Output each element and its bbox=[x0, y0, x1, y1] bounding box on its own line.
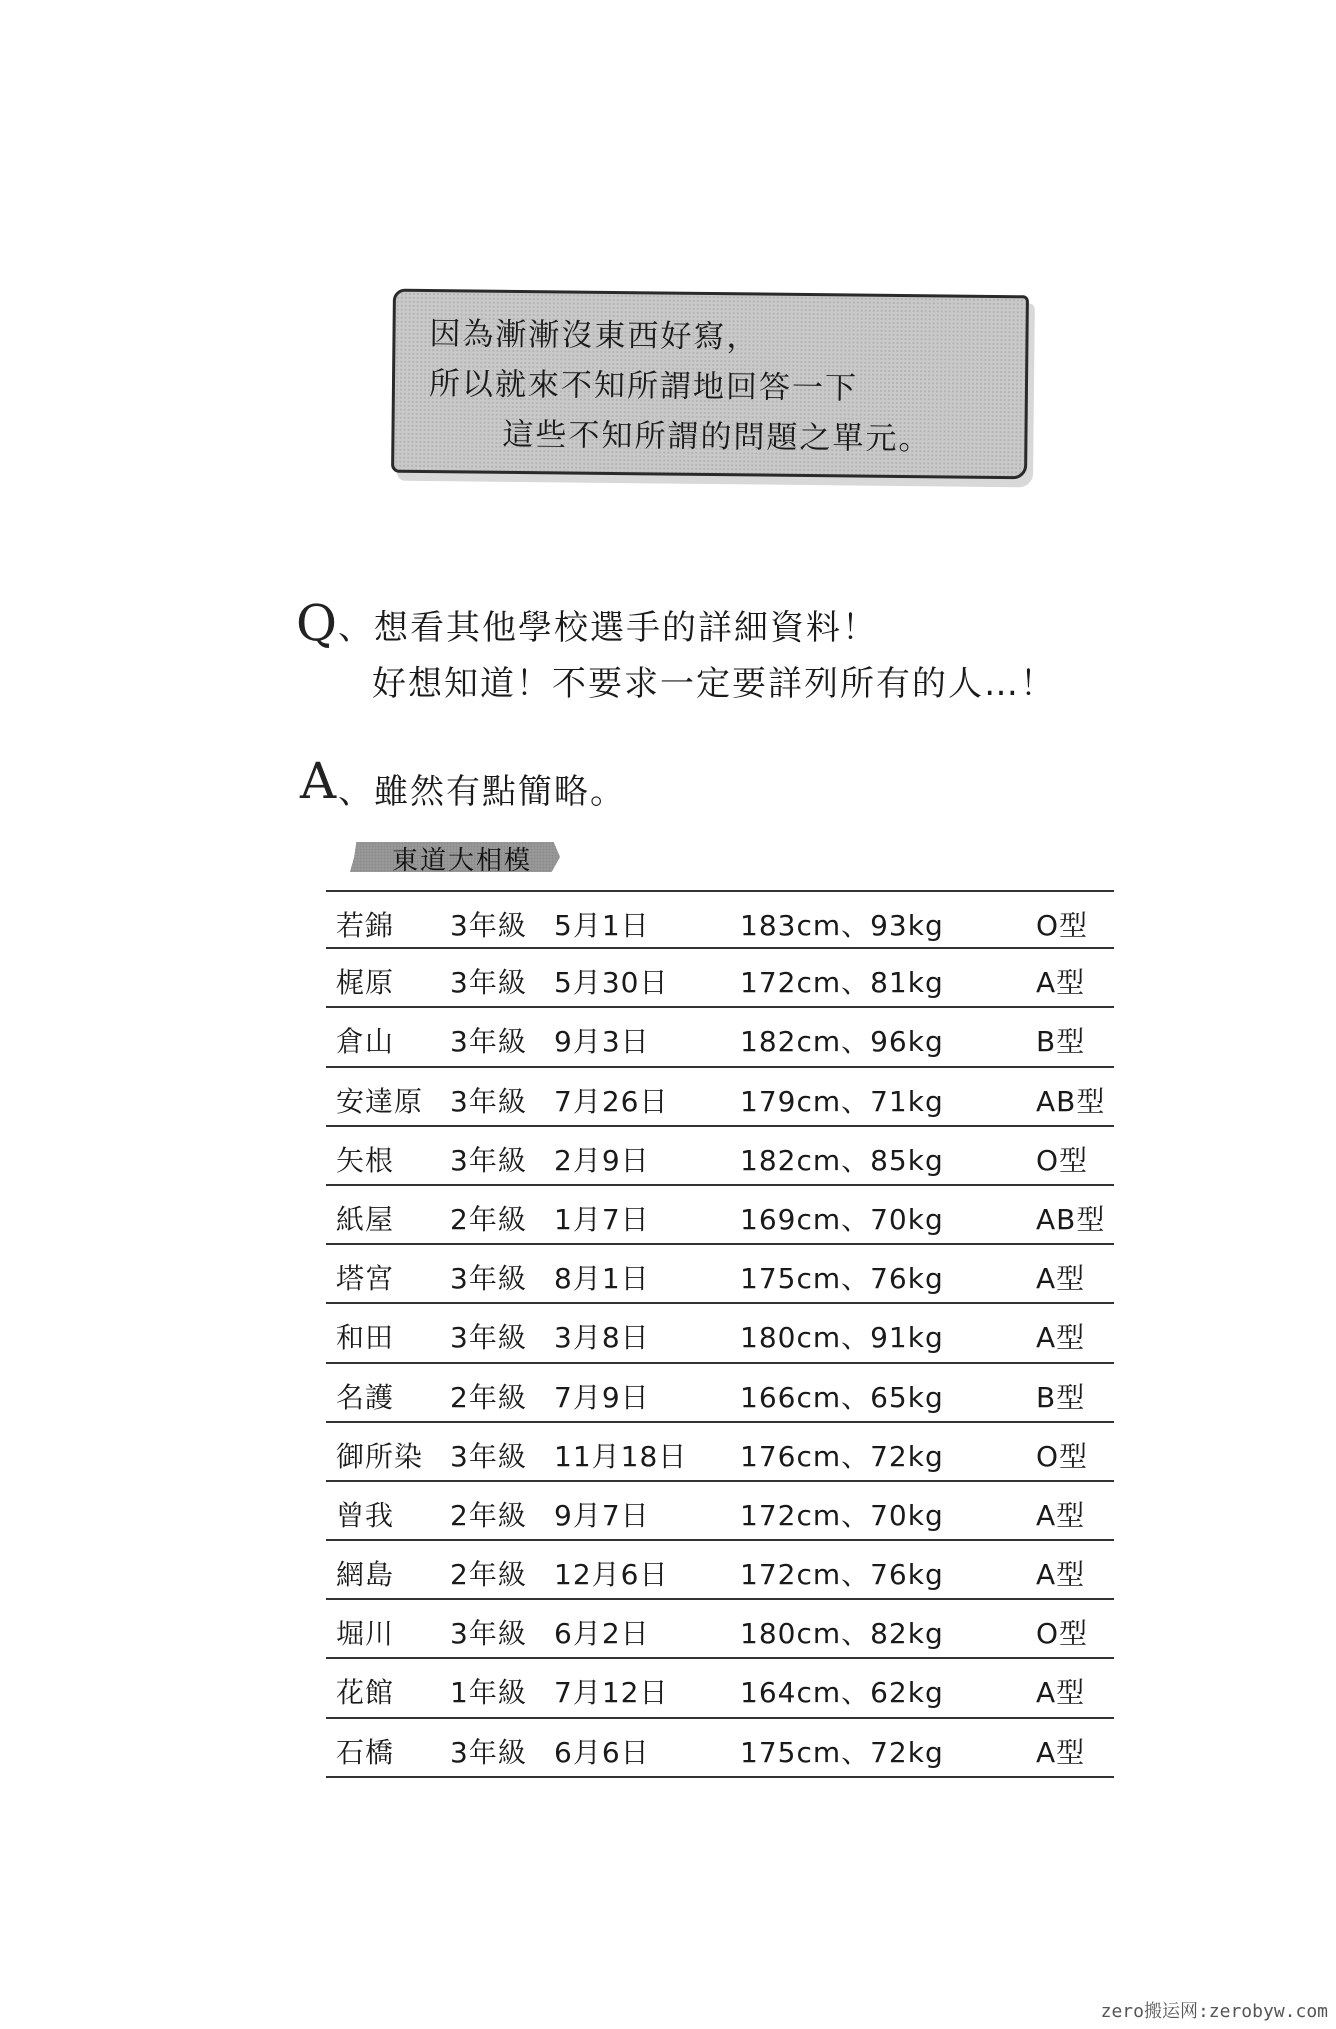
player-height-weight: 166cm、65kg bbox=[740, 1380, 944, 1414]
player-name: 安達原 bbox=[336, 1084, 424, 1118]
player-birthday: 3月8日 bbox=[554, 1321, 650, 1355]
player-height-weight: 182cm、85kg bbox=[740, 1143, 944, 1177]
player-grade: 3年級 bbox=[450, 966, 527, 1000]
roster-row bbox=[326, 1127, 1114, 1186]
player-birthday: 7月9日 bbox=[554, 1380, 650, 1414]
player-blood-type: O型 bbox=[1036, 1439, 1089, 1473]
player-birthday: 5月30日 bbox=[554, 966, 669, 1000]
player-height-weight: 183cm、93kg bbox=[740, 909, 944, 942]
player-name: 堀川 bbox=[336, 1617, 395, 1651]
player-grade: 3年級 bbox=[450, 1025, 527, 1059]
player-name: 梶原 bbox=[336, 966, 395, 1000]
player-name: 倉山 bbox=[336, 1025, 395, 1059]
player-name: 名護 bbox=[336, 1380, 395, 1414]
player-blood-type: AB型 bbox=[1036, 1202, 1106, 1236]
player-grade: 1年級 bbox=[450, 1676, 527, 1710]
roster-row bbox=[326, 1245, 1114, 1304]
player-height-weight: 172cm、81kg bbox=[740, 966, 944, 1000]
player-birthday: 8月1日 bbox=[554, 1262, 650, 1296]
player-birthday: 5月1日 bbox=[554, 909, 650, 942]
roster-row bbox=[326, 949, 1114, 1008]
player-blood-type: A型 bbox=[1036, 1735, 1086, 1769]
player-roster bbox=[326, 890, 1114, 1778]
player-blood-type: B型 bbox=[1036, 1025, 1086, 1059]
site-watermark: zero搬运网:zerobyw.com bbox=[1100, 2001, 1328, 2022]
roster-row bbox=[326, 1482, 1114, 1541]
player-blood-type: A型 bbox=[1036, 1676, 1086, 1710]
player-blood-type: A型 bbox=[1036, 966, 1086, 1000]
player-name: 塔宮 bbox=[336, 1262, 395, 1296]
intro-note-box bbox=[391, 289, 1029, 480]
player-grade: 3年級 bbox=[450, 1262, 527, 1296]
intro-note-line-3: 這些不知所謂的問題之單元。 bbox=[502, 416, 932, 458]
roster-row bbox=[326, 1423, 1114, 1482]
player-birthday: 11月18日 bbox=[554, 1439, 688, 1473]
player-blood-type: AB型 bbox=[1036, 1084, 1106, 1118]
player-height-weight: 172cm、76kg bbox=[740, 1558, 944, 1592]
player-height-weight: 175cm、72kg bbox=[740, 1735, 944, 1769]
roster-row bbox=[326, 1068, 1114, 1127]
player-height-weight: 179cm、71kg bbox=[740, 1084, 944, 1118]
question-line-1: 、想看其他學校選手的詳細資料！ bbox=[338, 608, 878, 648]
roster-row bbox=[326, 1659, 1114, 1718]
roster-row bbox=[326, 1719, 1114, 1778]
player-grade: 3年級 bbox=[450, 909, 527, 942]
roster-row bbox=[326, 1600, 1114, 1659]
answer-line: 、雖然有點簡略。 bbox=[338, 772, 626, 812]
player-name: 花館 bbox=[336, 1676, 395, 1710]
player-blood-type: A型 bbox=[1036, 1262, 1086, 1296]
player-birthday: 2月9日 bbox=[554, 1143, 650, 1177]
school-name-label: 東道大相模 bbox=[392, 846, 533, 876]
player-height-weight: 176cm、72kg bbox=[740, 1439, 944, 1473]
player-blood-type: B型 bbox=[1036, 1380, 1086, 1414]
player-grade: 3年級 bbox=[450, 1439, 527, 1473]
player-name: 紙屋 bbox=[336, 1202, 395, 1236]
player-grade: 2年級 bbox=[450, 1380, 527, 1414]
player-grade: 3年級 bbox=[450, 1143, 527, 1177]
player-name: 若錦 bbox=[336, 909, 395, 942]
intro-note-line-1: 因為漸漸沒東西好寫， bbox=[429, 316, 760, 356]
player-grade: 3年級 bbox=[450, 1321, 527, 1355]
roster-row bbox=[326, 1304, 1114, 1363]
player-name: 和田 bbox=[336, 1321, 395, 1355]
player-height-weight: 175cm、76kg bbox=[740, 1262, 944, 1296]
player-name: 曾我 bbox=[336, 1498, 395, 1532]
player-birthday: 9月7日 bbox=[554, 1498, 650, 1532]
roster-row bbox=[326, 1186, 1114, 1245]
player-grade: 2年級 bbox=[450, 1498, 527, 1532]
roster-row bbox=[326, 890, 1114, 949]
player-name: 網島 bbox=[336, 1558, 395, 1592]
player-blood-type: A型 bbox=[1036, 1321, 1086, 1355]
player-blood-type: A型 bbox=[1036, 1498, 1086, 1532]
player-grade: 2年級 bbox=[450, 1202, 527, 1236]
player-height-weight: 182cm、96kg bbox=[740, 1025, 944, 1059]
player-height-weight: 172cm、70kg bbox=[740, 1498, 944, 1532]
roster-row bbox=[326, 1541, 1114, 1600]
player-birthday: 12月6日 bbox=[554, 1558, 669, 1592]
player-grade: 3年級 bbox=[450, 1617, 527, 1651]
player-height-weight: 169cm、70kg bbox=[740, 1202, 944, 1236]
player-height-weight: 180cm、91kg bbox=[740, 1321, 944, 1355]
player-name: 石橋 bbox=[336, 1735, 395, 1769]
player-birthday: 6月2日 bbox=[554, 1617, 650, 1651]
question-line-2: 好想知道！不要求一定要詳列所有的人…！ bbox=[372, 664, 1056, 704]
player-grade: 3年級 bbox=[450, 1735, 527, 1769]
roster-row bbox=[326, 1364, 1114, 1423]
player-blood-type: A型 bbox=[1036, 1558, 1086, 1592]
player-blood-type: O型 bbox=[1036, 909, 1089, 942]
intro-note-line-2: 所以就來不知所謂地回答一下 bbox=[428, 366, 859, 407]
player-name: 御所染 bbox=[336, 1439, 424, 1473]
player-birthday: 6月6日 bbox=[554, 1735, 650, 1769]
player-birthday: 7月26日 bbox=[554, 1084, 669, 1118]
answer-letter: A bbox=[300, 752, 337, 810]
player-grade: 2年級 bbox=[450, 1558, 527, 1592]
question-letter: Q bbox=[296, 594, 337, 652]
player-birthday: 7月12日 bbox=[554, 1676, 669, 1710]
player-height-weight: 180cm、82kg bbox=[740, 1617, 944, 1651]
player-grade: 3年級 bbox=[450, 1084, 527, 1118]
player-birthday: 9月3日 bbox=[554, 1025, 650, 1059]
player-birthday: 1月7日 bbox=[554, 1202, 650, 1236]
roster-row bbox=[326, 1008, 1114, 1067]
player-height-weight: 164cm、62kg bbox=[740, 1676, 944, 1710]
player-blood-type: O型 bbox=[1036, 1617, 1089, 1651]
player-blood-type: O型 bbox=[1036, 1143, 1089, 1177]
player-name: 矢根 bbox=[336, 1143, 395, 1177]
